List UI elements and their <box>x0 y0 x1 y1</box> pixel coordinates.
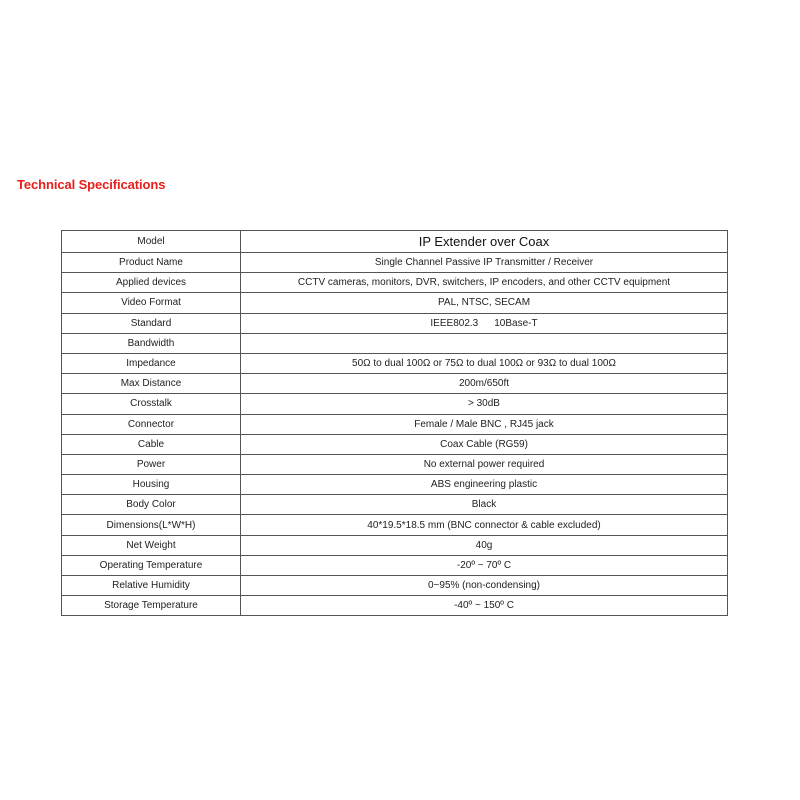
spec-label: Applied devices <box>62 273 241 293</box>
spec-row-net-weight <box>62 535 728 555</box>
spec-row-storage-temperature <box>62 596 728 616</box>
spec-row-video-format <box>62 293 728 313</box>
spec-row-cable <box>62 434 728 454</box>
spec-value-part: IEEE802.3 <box>430 317 479 329</box>
spec-row-connector <box>62 414 728 434</box>
spec-value: > 30dB <box>241 394 728 414</box>
spec-label: Max Distance <box>62 374 241 394</box>
spec-row-dimensions <box>62 515 728 535</box>
spec-label: Crosstalk <box>62 394 241 414</box>
spec-value: IP Extender over Coax <box>241 231 728 253</box>
spec-value: Female / Male BNC , RJ45 jack <box>241 414 728 434</box>
spec-row-applied-devices <box>62 273 728 293</box>
spec-value: 40*19.5*18.5 mm (BNC connector & cable excluded) <box>241 515 728 535</box>
spec-label: Power <box>62 454 241 474</box>
spec-label: Bandwidth <box>62 333 241 353</box>
spec-label: Standard <box>62 313 241 333</box>
spec-value: CCTV cameras, monitors, DVR, switchers, IP encoders, and other CCTV equipment <box>241 273 728 293</box>
spec-value: -20º ~ 70º C <box>241 555 728 575</box>
spec-value-part: 10Base-T <box>494 317 538 329</box>
spec-row-max-distance <box>62 374 728 394</box>
spec-value: Single Channel Passive IP Transmitter / Receiver <box>241 253 728 273</box>
section-heading: Technical Specifications <box>17 177 166 192</box>
spec-value <box>241 333 728 353</box>
spec-row-impedance <box>62 353 728 373</box>
spec-label: Model <box>62 231 241 253</box>
spec-value: 40g <box>241 535 728 555</box>
spec-row-bandwidth <box>62 333 728 353</box>
spec-value: PAL, NTSC, SECAM <box>241 293 728 313</box>
spec-label: Storage Temperature <box>62 596 241 616</box>
spec-label: Video Format <box>62 293 241 313</box>
spec-label: Body Color <box>62 495 241 515</box>
spec-row-operating-temperature <box>62 555 728 575</box>
spec-label: Relative Humidity <box>62 576 241 596</box>
spec-row-body-color <box>62 495 728 515</box>
spec-label: Operating Temperature <box>62 555 241 575</box>
spec-label: Product Name <box>62 253 241 273</box>
spec-row-crosstalk <box>62 394 728 414</box>
spec-row-model <box>62 231 728 253</box>
spec-value: Coax Cable (RG59) <box>241 434 728 454</box>
spec-row-standard <box>62 313 728 333</box>
spec-row-product-name <box>62 253 728 273</box>
spec-label: Cable <box>62 434 241 454</box>
spec-value <box>241 313 728 333</box>
spec-label: Impedance <box>62 353 241 373</box>
spec-label: Connector <box>62 414 241 434</box>
spec-value: No external power required <box>241 454 728 474</box>
spec-label: Net Weight <box>62 535 241 555</box>
spec-label: Dimensions(L*W*H) <box>62 515 241 535</box>
spec-value: -40º ~ 150º C <box>241 596 728 616</box>
spec-value: 50Ω to dual 100Ω or 75Ω to dual 100Ω or 93Ω to dual 100Ω <box>241 353 728 373</box>
spec-table <box>61 230 728 616</box>
spec-value: ABS engineering plastic <box>241 475 728 495</box>
spec-value: 0~95% (non-condensing) <box>241 576 728 596</box>
spec-value: 200m/650ft <box>241 374 728 394</box>
spec-label: Housing <box>62 475 241 495</box>
spec-value: Black <box>241 495 728 515</box>
spec-row-housing <box>62 475 728 495</box>
spec-row-relative-humidity <box>62 576 728 596</box>
spec-row-power <box>62 454 728 474</box>
